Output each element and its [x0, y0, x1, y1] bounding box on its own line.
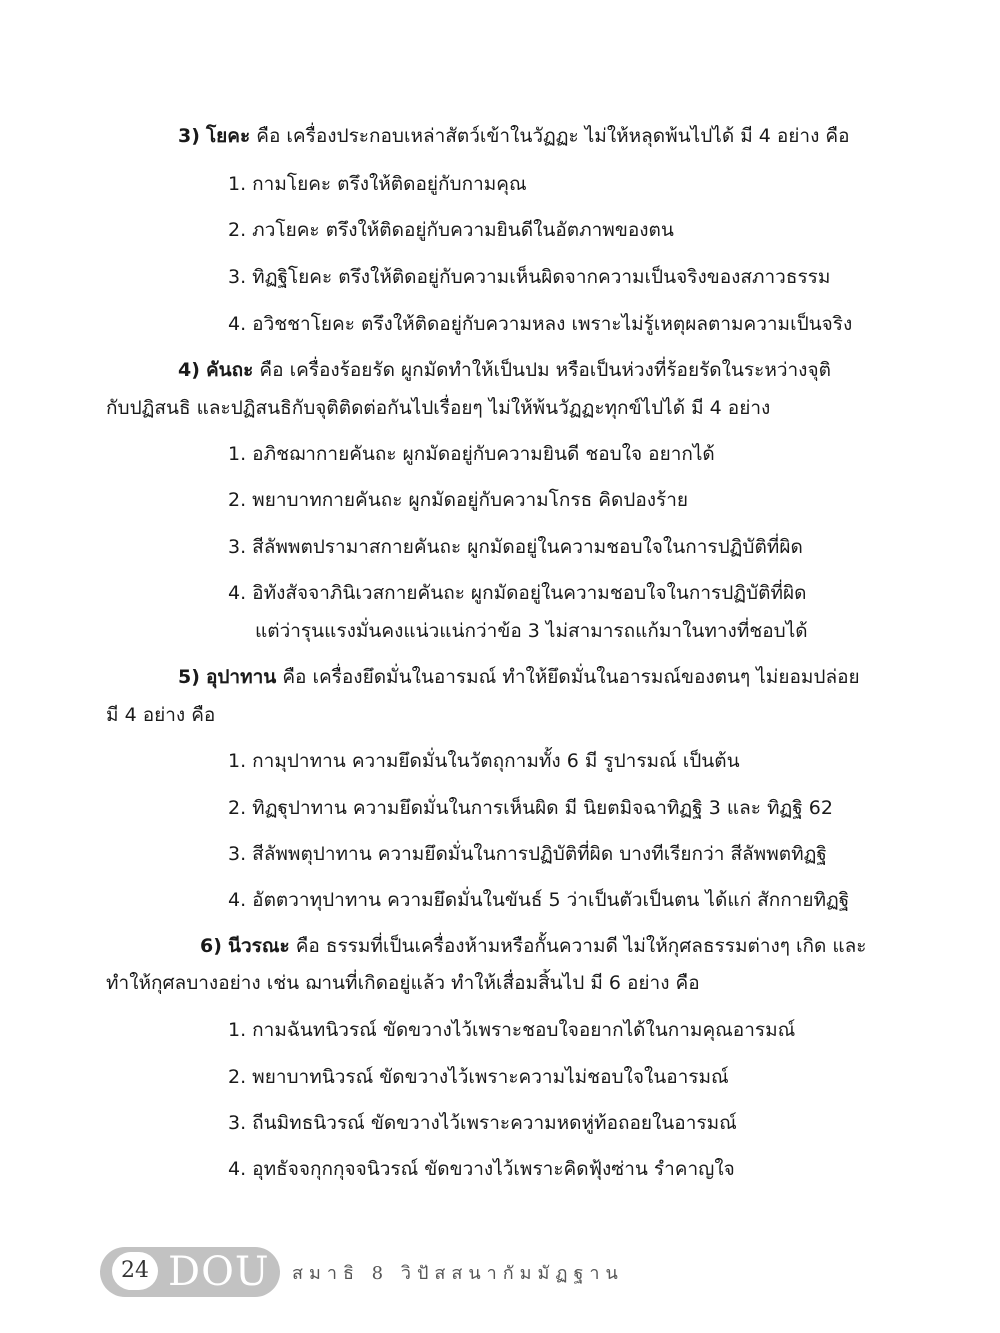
section-6-item-2: 2. พยาบาทนิวรณ์ ขัดขวางไว้เพราะความไม่ชอบใจในอารมณ์	[228, 1066, 729, 1088]
section-3-term: โยคะ	[205, 125, 251, 147]
footer-book-title: สมาธิ 8 วิปัสสนากัมมัฏฐาน	[292, 1263, 624, 1284]
section-4-term: คันถะ	[205, 359, 254, 381]
section-3-text: คือ เครื่องประกอบเหล่าสัตว์เข้าในวัฏฏะ ไม่ให้หลุดพ้นไปได้ มี 4 อย่าง คือ	[250, 125, 850, 147]
section-5-term: อุปาทาน	[205, 666, 277, 688]
section-3-item-4: 4. อวิชชาโยคะ ตรึงให้ติดอยู่กับความหลง เพราะไม่รู้เหตุผลตามความเป็นจริง	[228, 313, 853, 335]
section-5-item-2: 2. ทิฏฐุปาทาน ความยึดมั่นในการเห็นผิด มี นิยตมิจฉาทิฏฐิ 3 และ ทิฏฐิ 62	[228, 797, 833, 819]
brand-logo: DOU	[168, 1249, 270, 1295]
section-4-item-4-continued: แต่ว่ารุนแรงมั่นคงแน่วแน่กว่าข้อ 3 ไม่สามารถแก้มาในทางที่ชอบได้	[255, 620, 808, 642]
section-3-number: 3)	[178, 125, 200, 147]
section-5-item-3: 3. สีลัพพตุปาทาน ความยึดมั่นในการปฏิบัติที่ผิด บางทีเรียกว่า สีลัพพตทิฏฐิ	[228, 843, 827, 865]
section-5-heading	[178, 665, 860, 689]
section-4-item-1: 1. อภิชฌากายคันถะ ผูกมัดอยู่กับความยินดี ชอบใจ อยากได้	[228, 443, 715, 465]
section-6-heading	[200, 934, 866, 958]
section-6-text: คือ ธรรมที่เป็นเครื่องห้ามหรือกั้นความดี ไม่ให้กุศลธรรมต่างๆ เกิด และ	[289, 935, 867, 957]
section-5-text-continued: มี 4 อย่าง คือ	[106, 704, 216, 726]
section-6-term: นีวรณะ	[227, 935, 290, 957]
section-5-text: คือ เครื่องยึดมั่นในอารมณ์ ทำให้ยึดมั่นในอารมณ์ของตนๆ ไม่ยอมปล่อย	[276, 666, 860, 688]
section-5-number: 5)	[178, 666, 200, 688]
section-5-item-1: 1. กามุปาทาน ความยึดมั่นในวัตถุกามทั้ง 6 มี รูปารมณ์ เป็นต้น	[228, 750, 740, 772]
section-4-item-3: 3. สีลัพพตปรามาสกายคันถะ ผูกมัดอยู่ในความชอบใจในการปฏิบัติที่ผิด	[228, 536, 803, 558]
section-6-text-continued: ทำให้กุศลบางอย่าง เช่น ฌานที่เกิดอยู่แล้ว ทำให้เสื่อมสิ้นไป มี 6 อย่าง คือ	[106, 972, 700, 994]
section-4-number: 4)	[178, 359, 200, 381]
section-6-item-4: 4. อุทธัจจกุกกุจจนิวรณ์ ขัดขวางไว้เพราะคิดฟุ้งซ่าน รำคาญใจ	[228, 1158, 735, 1180]
section-4-item-2: 2. พยาบาทกายคันถะ ผูกมัดอยู่กับความโกรธ คิดปองร้าย	[228, 489, 689, 511]
section-3-item-1: 1. กามโยคะ ตรึงให้ติดอยู่กับกามคุณ	[228, 173, 527, 195]
section-3-item-3: 3. ทิฏฐิโยคะ ตรึงให้ติดอยู่กับความเห็นผิดจากความเป็นจริงของสภาวธรรม	[228, 266, 831, 288]
section-3-heading	[178, 124, 850, 148]
section-5-item-4: 4. อัตตวาทุปาทาน ความยึดมั่นในขันธ์ 5 ว่าเป็นตัวเป็นตน ได้แก่ สักกายทิฏฐิ	[228, 889, 850, 911]
section-4-heading	[178, 358, 831, 382]
page-number: 24	[112, 1252, 158, 1290]
section-3-item-2: 2. ภวโยคะ ตรึงให้ติดอยู่กับความยินดีในอัตภาพของตน	[228, 219, 674, 241]
section-6-number: 6)	[200, 935, 222, 957]
section-6-item-1: 1. กามฉันทนิวรณ์ ขัดขวางไว้เพราะชอบใจอยากได้ในกามคุณอารมณ์	[228, 1019, 796, 1041]
section-4-text: คือ เครื่องร้อยรัด ผูกมัดทำให้เป็นปม หรือเป็นห่วงที่ร้อยรัดในระหว่างจุติ	[253, 359, 831, 381]
section-4-text-continued: กับปฏิสนธิ และปฏิสนธิกับจุติติดต่อกันไปเรื่อยๆ ไม่ให้พ้นวัฏฏะทุกข์ไปได้ มี 4 อย่าง	[106, 397, 771, 419]
section-6-item-3: 3. ถีนมิทธนิวรณ์ ขัดขวางไว้เพราะความหดหู่ท้อถอยในอารมณ์	[228, 1112, 737, 1134]
section-4-item-4: 4. อิทังสัจจาภินิเวสกายคันถะ ผูกมัดอยู่ในความชอบใจในการปฏิบัติที่ผิด	[228, 582, 807, 604]
